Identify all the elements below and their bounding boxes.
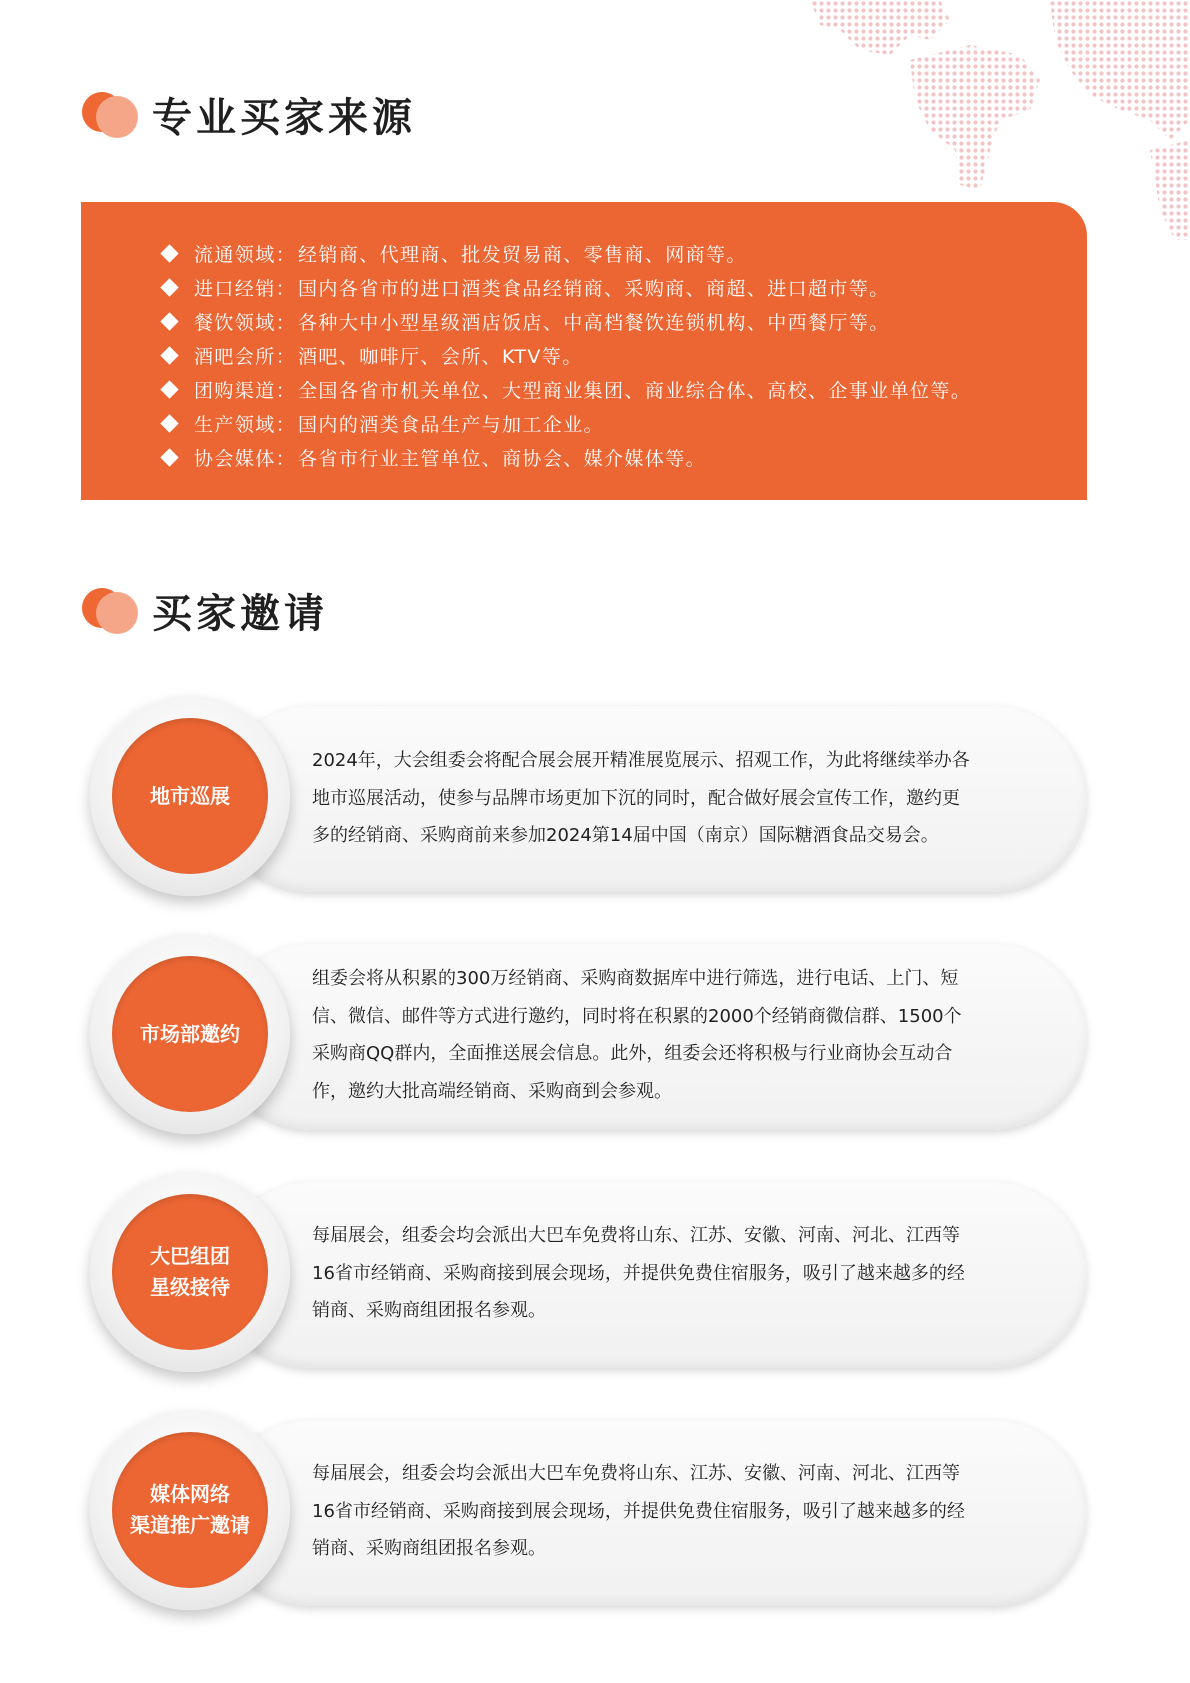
source-label: 团购渠道：: [194, 379, 297, 402]
card-badge-ring: [90, 1172, 290, 1372]
diamond-bullet-icon: [160, 278, 178, 296]
diamond-bullet-icon: [160, 346, 178, 364]
source-text: 国内的酒类食品生产与加工企业。: [298, 413, 605, 436]
card-badge-title: 媒体网络 渠道推广邀请: [112, 1432, 268, 1588]
source-label: 餐饮领域：: [194, 311, 297, 334]
source-label: 酒吧会所：: [194, 345, 297, 368]
source-text: 全国各省市机关单位、大型商业集团、商业综合体、高校、企事业单位等。: [298, 379, 972, 402]
card-description: 2024年，大会组委会将配合展会展开精准展览展示、招观工作，为此将继续举办各 地市巡展活动，使参与品牌市场更加下沉的同时，配合做好展会宣传工作，邀约更 多的经销商、采购商前来参加2024第14届中国（南京）国际糖酒食品交易会。: [312, 750, 970, 846]
source-item: [159, 270, 1087, 304]
source-text: 各种大中小型星级酒店饭店、中高档餐饮连锁机构、中西餐厅等。: [298, 311, 890, 334]
card-description: 组委会将从积累的300万经销商、采购商数据库中进行筛选，进行电话、上门、短 信、微信、邮件等方式进行邀约，同时将在积累的2000个经销商微信群、1500个 采购商QQ群内，全面推送展会信息。此外，组委会还将积极与行业商协会互动合 作，邀约大批高端经销商、采购商到会参观。: [312, 968, 962, 1102]
source-label: 进口经销：: [194, 277, 297, 300]
card-description: 每届展会，组委会均会派出大巴车免费将山东、江苏、安徽、河南、河北、江西等 16省市经销商、采购商接到展会现场，并提供免费住宿服务，吸引了越来越多的经 销商、采购商组团报名参观。: [312, 1225, 965, 1321]
source-text: 酒吧、咖啡厅、会所、KTV等。: [298, 345, 583, 368]
invitation-card: [90, 696, 1086, 896]
sources-heading: 专业买家来源: [152, 94, 416, 141]
diamond-bullet-icon: [160, 448, 178, 466]
title-bullet-icon: [82, 582, 138, 638]
card-badge-title: 市场部邀约: [112, 956, 268, 1112]
section-title-invitation: [82, 580, 328, 640]
source-item: [159, 236, 1087, 270]
title-bullet-icon: [82, 86, 138, 142]
source-text: 国内各省市的进口酒类食品经销商、采购商、商超、进口超市等。: [298, 277, 890, 300]
diamond-bullet-icon: [160, 380, 178, 398]
card-description: 每届展会，组委会均会派出大巴车免费将山东、江苏、安徽、河南、河北、江西等 16省市经销商、采购商接到展会现场，并提供免费住宿服务，吸引了越来越多的经 销商、采购商组团报名参观。: [312, 1463, 965, 1559]
buyer-sources-list: [159, 236, 1087, 474]
source-text: 经销商、代理商、批发贸易商、零售商、网商等。: [298, 243, 747, 266]
diamond-bullet-icon: [160, 414, 178, 432]
source-item: [159, 372, 1087, 406]
diamond-bullet-icon: [160, 244, 178, 262]
source-label: 流通领域：: [194, 243, 297, 266]
source-text: 各省市行业主管单位、商协会、媒介媒体等。: [298, 447, 707, 470]
invitation-card: [90, 1172, 1086, 1372]
card-badge-title: 地市巡展: [112, 718, 268, 874]
card-badge-ring: [90, 1410, 290, 1610]
diamond-bullet-icon: [160, 312, 178, 330]
section-title-sources: [82, 84, 416, 144]
source-item: [159, 440, 1087, 474]
card-badge-ring: [90, 934, 290, 1134]
source-item: [159, 304, 1087, 338]
invitation-card: [90, 934, 1086, 1134]
invitation-card: [90, 1410, 1086, 1610]
source-label: 协会媒体：: [194, 447, 297, 470]
source-label: 生产领域：: [194, 413, 297, 436]
invitation-heading: 买家邀请: [152, 590, 328, 637]
buyer-sources-panel: [81, 202, 1087, 500]
source-item: [159, 406, 1087, 440]
card-badge-title: 大巴组团 星级接待: [112, 1194, 268, 1350]
source-item: [159, 338, 1087, 372]
card-badge-ring: [90, 696, 290, 896]
